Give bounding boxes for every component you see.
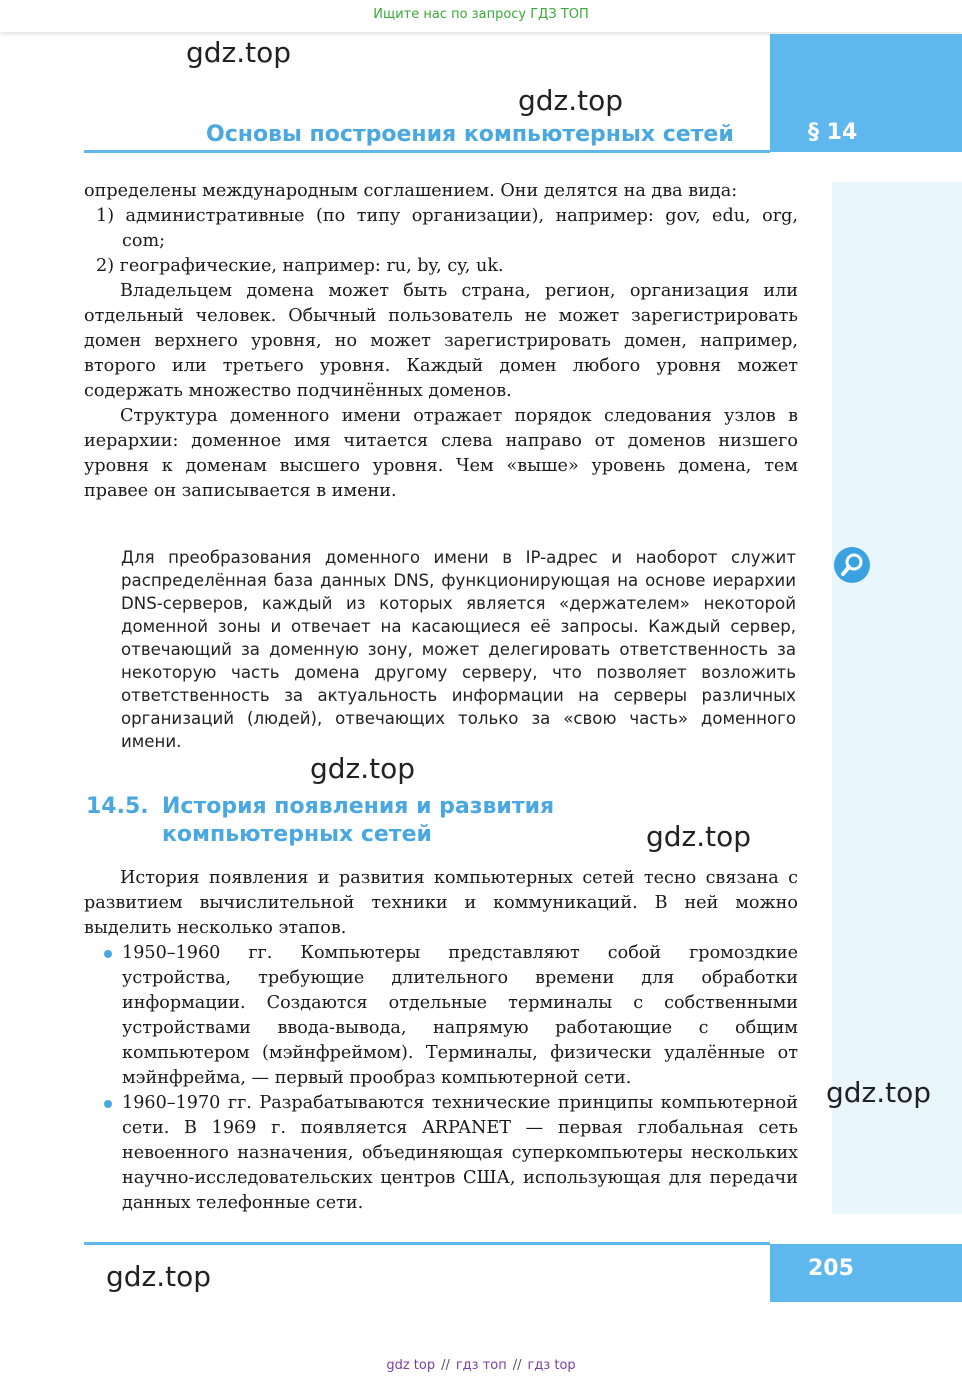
magnifier-icon — [834, 547, 870, 583]
subsection-heading — [86, 793, 554, 849]
paragraph: Владельцем домена может быть страна, регион, организация или отдельный человек. Обычный пользователь не может зарегистрировать домен верхнего уровня, но может зарегистрировать домен, например, второго или третьего уровня. Каждый домен любого уровня может содержать множество подчинённых доменов. — [84, 281, 798, 401]
list-item: 1) административные (по типу организации), например: gov, edu, org, com; — [96, 206, 798, 251]
section-number: § 14 — [808, 120, 858, 145]
list-item — [84, 1091, 798, 1216]
separator: // — [441, 1358, 450, 1373]
bullet-text: 1950–1960 гг. Компьютеры представляют собой громоздкие устройства, требующие длительного времени для обработки информации. Создаются отдельные терминалы с собственными устройствами ввода-вывода, напрямую работающие с общим компьютером (мэйнфреймом). Терминалы, физически удалённые от мэйнфрейма, — первый прообраз компьютерной сети. — [122, 943, 798, 1088]
footer-accent-block — [770, 1244, 962, 1302]
note-block: Для преобразования доменного имени в IP-адрес и наоборот служит распределённая база данных DNS, функционирующая на основе иерархии DNS-серверов, каждый из которых является «держателем» некоторой доменной зоны и отвечает на касающиеся её запросы. Каждый сервер, отвечающий за доменную зону, может делегировать ответственность за некоторую часть домена другому серверу, что позволяет возложить ответственность за актуальность информации на серверы различных организаций (людей), отвечающих только за «свою часть» доменного имени. — [121, 548, 796, 751]
subsection-number: 14.5. — [86, 794, 149, 819]
bullet-text: 1960–1970 гг. Разрабатываются технические принципы компьютерной сети. В 1969 г. появляется ARPANET — первая глобальная сеть невоенного назначения, объединяющая суперкомпьютеры нескольких научно-исследовательских центров США, использующая для передачи данных телефонные сети. — [122, 1093, 798, 1213]
bottom-links — [0, 1358, 962, 1373]
header-divider — [84, 150, 770, 153]
page-number: 205 — [808, 1256, 854, 1281]
side-margin-panel — [832, 182, 962, 1214]
list-item — [84, 941, 798, 1091]
header-accent-block — [770, 34, 962, 152]
watermark: gdz.top — [646, 820, 752, 853]
bullet-icon — [104, 1100, 112, 1108]
watermark: gdz.top — [826, 1076, 932, 1109]
bottom-link[interactable]: gdz top — [386, 1358, 436, 1373]
list-item: 2) географические, например: ru, by, cy, uk. — [96, 256, 504, 276]
watermark: gdz.top — [186, 36, 292, 69]
page-header-title: Основы построения компьютерных сетей — [206, 122, 734, 147]
main-text-block — [84, 179, 798, 504]
footer-divider — [84, 1242, 770, 1245]
history-text-block — [84, 866, 798, 1216]
watermark: gdz.top — [518, 84, 624, 117]
bullet-icon — [104, 950, 112, 958]
watermark: gdz.top — [310, 752, 416, 785]
top-banner[interactable]: Ищите нас по запросу ГДЗ ТОП — [0, 0, 962, 32]
separator: // — [512, 1358, 522, 1373]
bottom-link[interactable]: гдз топ — [455, 1358, 507, 1373]
subsection-title-line2: компьютерных сетей — [162, 822, 432, 847]
watermark: gdz.top — [106, 1260, 212, 1293]
paragraph: определены международным соглашением. Они делятся на два вида: — [84, 181, 738, 201]
bottom-link[interactable]: гдз top — [527, 1358, 576, 1373]
paragraph: История появления и развития компьютерных сетей тесно связана с развитием вычислительной техники и коммуникаций. В ней можно выделить несколько этапов. — [84, 868, 798, 938]
paragraph: Структура доменного имени отражает порядок следования узлов в иерархии: доменное имя читается слева направо от доменов низшего уровня к доменам высшего уровня. Чем «выше» уровень домена, тем правее он записывается в имени. — [84, 406, 798, 501]
subsection-title-line1: История появления и развития — [162, 794, 555, 819]
